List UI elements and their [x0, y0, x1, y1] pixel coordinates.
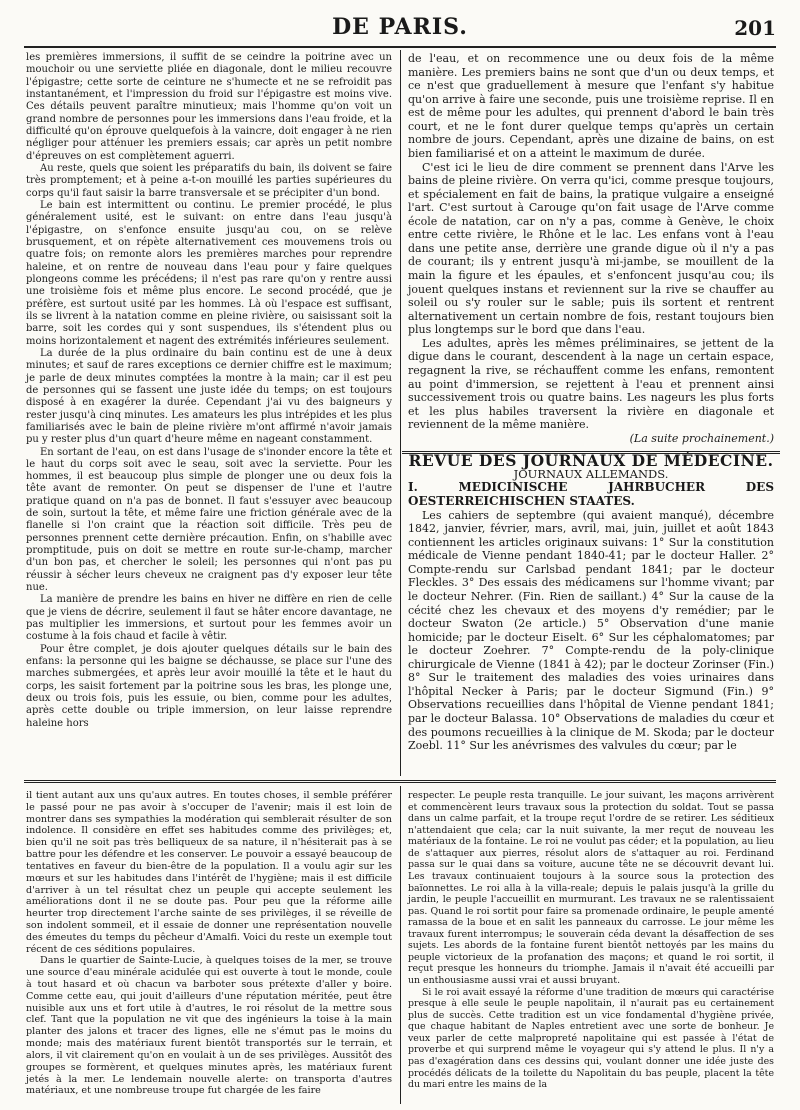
paragraph: il tient autant aux uns qu'aux autres. En toutes choses, il semble préférer le passé pour ne pas avoir à s'occuper de l'avenir; mais il est loin de montrer dans ses sympathies la modération qui semblerait résulter de son indolence. Il considère en effet ses habitudes comme des privilèges; et, bien qu'il ne soit pas très belliqueux de sa nature, il n'hésiterait pas à se battre pour les défendre et les conserver. Le pouvoir a essayé beaucoup de tentatives en faveur du bien-être de la population. Il a voulu agir sur les mœurs et sur les habitudes dans l'intérêt de l'hygiène; mais il est difficile d'arriver à un tel résultat chez un peuple qui accepte seulement les améliorations dont il ne se doute pas. Pour peu que la réforme aille heurter trop directement l'arche sainte de ses privilèges, il se réveille de son indolent sommeil, et il essaie de donner une représentation nouvelle des émeutes du temps du pêcheur d'Amalfi. Voici du reste un exemple tout récent de ces séditions populaires.	[26, 790, 392, 955]
paragraph: Dans le quartier de Sainte-Lucie, à quelques toises de la mer, se trouve une source d'eau minérale acidulée qui est ouverte à tout le monde, coule à tout hasard et où chacun va barboter sous prétexte d'aller y boire. Comme cette eau, qui jouit d'ailleurs d'une réputation méritée, peut être nuisible aux uns et fort utile à d'autres, le roi résolut de la mettre sous clef. Tant que la population ne vit que des ingénieurs la toise à la main planter des jalons et tracer des lignes, elle ne s'émut pas le moins du monde; mais des matériaux furent bientôt transportés sur le terrain, et alors, il vit clairement qu'on en voulait à un de ses privilèges. Aussitôt des groupes se formèrent, et quelques minutes après, les matériaux furent jetés à la mer. Le lendemain nouvelle alerte: on transporta d'autres matériaux, et une nombreuse troupe fut chargée de les faire	[26, 955, 392, 1097]
page-title: DE PARIS.	[332, 14, 468, 40]
feuilleton-left-column	[26, 790, 392, 1097]
page-header	[20, 12, 780, 42]
paragraph: Pour être complet, je dois ajouter quelques détails sur le bain des enfans: la personne qui les baigne se déchausse, se place sur l'une des marches submergées, et après leur avoir mouillé la tête et le haut du corps, les saisit fortement par la poitrine sous les bras, les plonge une, deux ou trois fois, puis les essuie, ou bien, comme pour les adultes, après cette double ou triple immersion, on leur laisse reprendre haleine hors	[26, 643, 392, 729]
paragraph: de l'eau, et on recommence une ou deux fois de la même manière. Les premiers bains ne sont que d'un ou deux temps, et ce n'est que graduellement à mesure que l'enfant s'y habitue qu'on arrive à faire une seconde, puis une troisième reprise. Il en est de même pour les adultes, qui prennent d'abord le bain très court, et ne le font durer quelque temps qu'après un certain nombre de jours. Cependant, après une dizaine de bains, on est bien familiarisé et on a atteint le maximum de durée.	[408, 52, 774, 160]
paragraph: Les adultes, après les mêmes préliminaires, se jettent de la digue dans le courant, descendent à la nage un certain espace, regagnent la rive, se réchauffent comme les enfans, remontent au point d'immersion, se rejettent à l'eau et prennent ainsi successivement trois ou quatre bains. Les nageurs les plus forts et les plus habiles traversent la rivière en diagonale et reviennent de la même manière.	[408, 336, 774, 432]
paragraph: Le bain est intermittent ou continu. Le premier procédé, le plus généralement usité, est le suivant: on entre dans l'eau jusqu'à l'épigastre, on s'enfonce ensuite jusqu'au cou, on se relève brusquement, et on répète alternativement ces mouvemens trois ou quatre fois; on remonte alors les premières marches pour reprendre haleine, et on rentre de nouveau dans l'eau pour y faire quelques plongeons comme les précédens; il n'est pas rare qu'on y rentre aussi une troisième fois et même plus encore. Le second procédé, que je préfère, est surtout usité par les hommes. Là où l'espace est suffisant, ils se livrent à la natation comme en pleine rivière, ou saisissant soit la barre, soit les cordes qui y sont suspendues, ils s'étendent plus ou moins horizontalement et nagent des extrémités inférieures seulement.	[26, 199, 392, 347]
paragraph: respecter. Le peuple resta tranquille. Le jour suivant, les maçons arrivèrent et commencèrent leurs travaux sous la protection du soldat. Tout se passa dans un calme parfait, et la troupe reçut l'ordre de se retirer. Les séditieux n'attendaient que cela; car la nuit suivante, la mer reçut de nouveau les matériaux de la fontaine. Le roi ne voulut pas céder; et la population, au lieu de s'attaquer aux pierres, résolut alors de s'attaquer au roi. Ferdinand passa sur le quai dans sa voiture, aucune tête ne se découvrit devant lui. Les travaux continuaient toujours à la source sous la protection des baïonnettes. Le roi alla à la villa-reale; depuis le palais jusqu'à la grille du jardin, le peuple l'accueillit en murmurant. Les travaux ne se ralentissaient pas. Quand le roi sortit pour faire sa promenade ordinaire, le peuple amenté ramassa de la boue et en salit les panneaux du carrosse. Le jour même les travaux furent interrompus; le souverain céda devant la désaffection de ses sujets. Les abords de la fontaine furent bientôt nettoyés par les mains du peuple victorieux de la profanation des maçons; et quand le roi sortit, il reçut presque les honneurs du triomphe. Jamais il n'avait été accueilli par un enthousiasme aussi vrai et aussi bruyant.	[408, 790, 774, 986]
header-rule	[24, 46, 776, 48]
paragraph: Si le roi avait essayé la réforme d'une tradition de mœurs qui caractérise presque à elle seule le peuple napolitain, il n'aurait pas eu certainement plus de succès. Cette tradition est un vice fondamental d'hygiène privée, que chaque habitant de Naples entretient avec une sorte de bonheur. Je veux parler de cette malpropreté napolitaine qui est passée à l'état de proverbe et qui surprend même le voyageur qui s'y attend le plus. Il n'y a pas d'exagération dans ces dessins qui, voulant donner une idée juste des procédés délicats de la toilette du Napolitain du bas peuple, placent la tête du mari entre les mains de la	[408, 986, 774, 1091]
revue-text: Les cahiers de septembre (qui avaient manqué), décembre 1842, janvier, février, mars, avril, mai, juin, juillet et août 1843 contiennent les articles originaux suivans: 1° Sur la constitution médicale de Vienne pendant 1840-41; par le docteur Haller. 2° Compte-rendu sur Carlsbad pendant 1841; par le docteur Fleckles. 3° Des essais des médicamens sur l'homme vivant; par le docteur Nehrer. (Fin. Rien de saillant.) 4° Sur la cause de la cécité chez les chevaux et des moyens d'y remédier; par le docteur Swaton (2e article.) 5° Observation d'une manie homicide; par le docteur Eiselt. 6° Sur les céphalomatomes; par le docteur Zoehrer. 7° Compte-rendu de la poly-clinique chirurgicale de Vienne (1841 à 42); par le docteur Zorinser (Fin.) 8° Sur le traitement des maladies des voies urinaires dans l'hôpital Necker à Paris; par le docteur Sigmund (Fin.) 9° Observations recueillies dans l'hôpital de Vienne pendant 1841; par le docteur Balassa. 10° Observations de maladies du cœur et des poumons recueillies à la clinique de M. Skoda; par le docteur Zoebl. 11° Sur les anévrismes des valvules du cœur; par le	[408, 508, 774, 753]
paragraph: La manière de prendre les bains en hiver ne diffère en rien de celle que je viens de décrire, seulement il faut se hâter encore davantage, ne pas multiplier les immersions, et surtout pour les femmes avoir un costume à la fois chaud et facile à vêtir.	[26, 594, 392, 643]
revue-subtitle: JOURNAUX ALLEMANDS.	[513, 466, 669, 481]
paragraph: Au reste, quels que soient les préparatifs du bain, ils doivent se faire très promptement; et à peine a-t-on mouillé les parties supérieures du corps qu'il faut saisir la barre transversale et se précipiter d'un bond.	[26, 162, 392, 199]
paragraph: les premières immersions, il suffit de se ceindre la poitrine avec un mouchoir ou une serviette pliée en diagonale, dont le milieu recouvre l'épigastre; cette sorte de ceinture ne s'humecte et ne se refroidit pas instantanément, et l'impression du froid sur l'épigastre est moins vive. Ces détails peuvent paraître minutieux; mais l'homme qu'on voit un grand nombre de personnes pour les immersions dans l'eau froide, et la difficulté qu'on éprouve quelquefois à la vaincre, doit engager à ne rien négliger pour atténuer les premiers essais; car après un petit nombre d'épreuves on est complètement aguerri.	[26, 52, 392, 162]
column-divider-top	[400, 50, 401, 776]
paragraph: La durée de la plus ordinaire du bain continu est de une à deux minutes; et sauf de rares exceptions ce dernier chiffre est le maximum; je parle de deux minutes comptées la montre à la main; car il est peu de personnes qui se fassent une juste idée du temps; on est toujours disposé à en exagérer la durée. Cependant j'ai vu des baigneurs y rester jusqu'à cinq minutes. Les amateurs les plus intrépides et les plus familiarisés avec le bain de pleine rivière m'ont affirmé n'avoir jamais pu y rester plus d'un quart d'heure même en nageant constamment.	[26, 347, 392, 446]
paragraph: C'est ici le lieu de dire comment se prennent dans l'Arve les bains de pleine rivière. On verra qu'ici, comme presque toujours, et spécialement en fait de bains, la pratique vulgaire a enseigné l'art. C'est surtout à Carouge qu'on fait usage de l'Arve comme école de natation, car on n'y a pas, comme à Genève, le choix entre cette rivière, le Rhône et le lac. Les enfans vont à l'eau dans une petite anse, derrière une grande digue où il n'y a pas de courant; ils y entrent jusqu'à mi-jambe, se mouillent de la main la figure et les épaules, et s'enfoncent jusqu'au cou; ils jouent quelques instans et reviennent sur la rive se chauffer au soleil ou s'y rouler sur le sable; puis ils sortent et rentrent alternativement un certain nombre de fois, restant toujours bien plus longtemps sur le bord que dans l'eau.	[408, 160, 774, 337]
feuilleton-right-column	[408, 790, 774, 1091]
left-column	[26, 52, 392, 730]
revue-section-heading: I. MEDICINISCHE JAHRBUCHER DES OESTERREICHISCHEN STAATES.	[408, 480, 774, 508]
paragraph: En sortant de l'eau, on est dans l'usage de s'inonder encore la tête et le haut du corps soit avec le seau, soit avec la serviette. Pour les hommes, il est beaucoup plus simple de plonger une ou deux fois la tête avant de remonter. On peut se dispenser de l'une et l'autre pratique quand on n'a pas de bonnet. Il faut s'essuyer avec beaucoup de soin, surtout la tête, et même faire une friction générale avec de la flanelle si l'on craint que la réaction soit difficile. Très peu de personnes prennent cette dernière précaution. Enfin, on s'habille avec promptitude, puis on doit se mettre en route sur-le-champ, marcher d'un bon pas, et chercher le soleil; les personnes qui n'ont pas pu réussir à sécher leurs cheveux ne craignent pas d'y exposer leur tête nue.	[26, 446, 392, 594]
revue-title: REVUE DES JOURNAUX DE MÉDECINE.	[408, 451, 774, 471]
suite-note: (La suite prochainement.)	[629, 431, 774, 445]
column-divider-bottom	[400, 786, 401, 1104]
right-column	[408, 52, 774, 753]
page-number: 201	[734, 16, 776, 40]
feuilleton-rule	[24, 780, 776, 783]
